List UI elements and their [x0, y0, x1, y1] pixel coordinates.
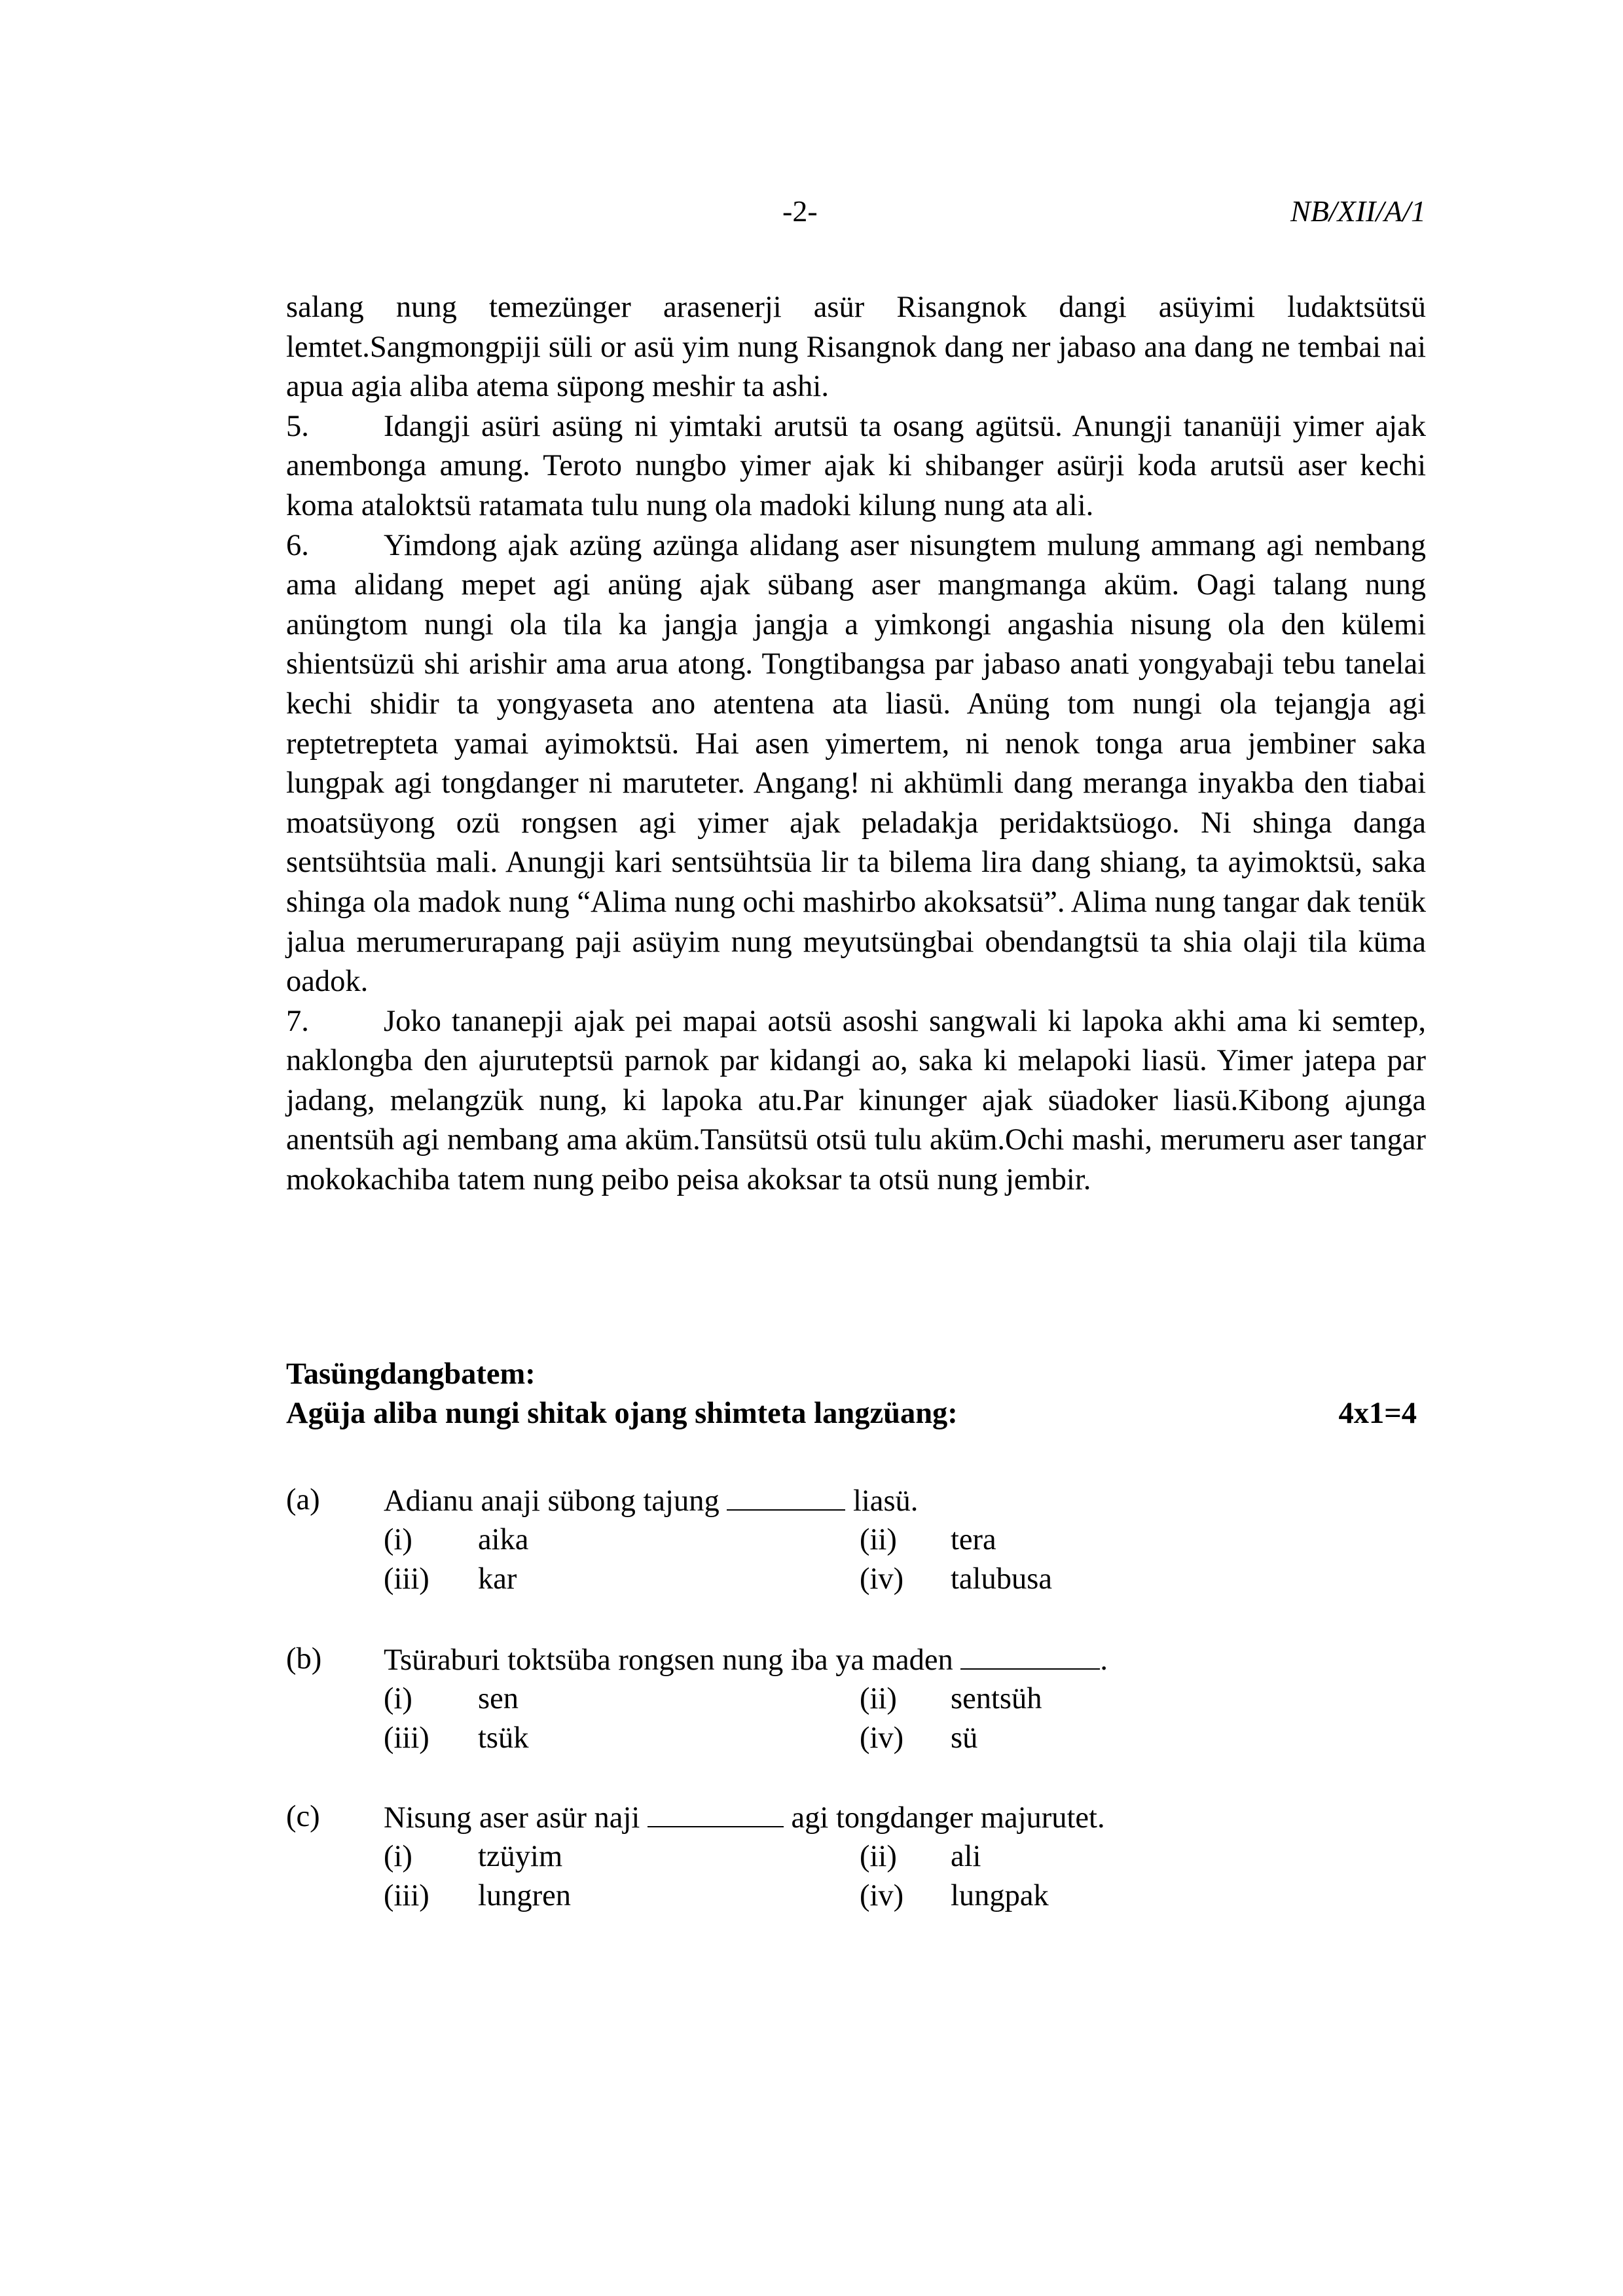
paragraph-7 — [286, 1002, 1426, 1200]
question-text-before: Tsüraburi toktsüba rongsen nung iba ya maden — [384, 1643, 953, 1677]
passage — [286, 288, 1426, 1200]
options-row — [286, 1520, 1426, 1560]
option-number: (iv) — [860, 1562, 904, 1596]
question-letter: (a) — [286, 1483, 320, 1516]
option-number: (ii) — [860, 1522, 897, 1556]
option-text: sentsüh — [951, 1681, 1042, 1715]
option-number: (i) — [384, 1681, 412, 1715]
option-text: tzüyim — [478, 1839, 563, 1873]
option-number: (i) — [384, 1522, 412, 1556]
question-text-after: . — [1100, 1643, 1108, 1677]
paragraph-text: Idangji asüri asüng ni yimtaki arutsü ta osang agütsü. Anungji tananüji yimer ajak anembonga amung. Teroto nungbo yimer ajak ki shibanger asürji koda arutsü aser kechi koma ataloktsü ratamata tulu nung ola madoki kilung nung ata ali. — [286, 409, 1426, 522]
option-number: (i) — [384, 1839, 412, 1873]
exercise-marks: 4x1=4 — [1338, 1397, 1417, 1430]
paragraph-number: 5. — [286, 409, 309, 443]
paragraph-text: Yimdong ajak azüng azünga alidang aser nisungtem mulung ammang agi nembang ama alidang mepet agi anüng ajak sübang aser mangmanga aküm. Oagi talang nung anüngtom nungi ola tila ka jangja jangja a yimkongi angashia nisung ola den külemi shientsüzü shi arishir ama arua atong. Tongtibangsa par jabaso anati yongyabaji tebu tanelai kechi shidir ta yongyaseta ano atentena ata liasü. Anüng tom nungi ola tejangja agi reptetreptetа yamai ayimoktsü. Hai asen yimertem, ni nenok tonga arua jembiner saka lungpak agi tongdanger ni maruteter. Angang! ni akhümli dang meranga inyakba den tiabai moatsüyong ozü rongsen agi yimer ajak peladakja peridaktsüogo. Ni shinga danga sentsühtsüa mali. Anungji kari sentsühtsüa lir ta bilema lira dang shiang, ta ayimoktsü, saka shinga ola madok nung “Alima nung ochi mashirbo akoksatsü”. Alima nung tangar dak tenük jalua merumerurapang paji asüyim nung meyutsüngbai obendangtsü ta shia olaji tila küma oadok. — [286, 528, 1426, 999]
question-letter: (b) — [286, 1642, 322, 1676]
option-text: aika — [478, 1522, 529, 1556]
answer-blank — [727, 1480, 845, 1511]
page-header — [0, 194, 1623, 236]
page-number: -2- — [782, 194, 818, 228]
question-letter: (c) — [286, 1800, 320, 1833]
exercise-instruction-row — [286, 1394, 1426, 1433]
option-number: (ii) — [860, 1839, 897, 1873]
paragraph-number: 6. — [286, 528, 309, 562]
document-code: NB/XII/A/1 — [1290, 194, 1426, 228]
options-row — [286, 1837, 1426, 1877]
passage-intro: salang nung temezünger arasenerji asür Risangnok dangi asüyimi ludaktsütsü lemtet.Sangmongpiji süli or asü yim nung Risangnok dang ner jabaso ana dang ne tembai nai apua agia aliba atema süpong meshir ta ashi. — [286, 291, 1426, 404]
option-number: (ii) — [860, 1681, 897, 1715]
question-c — [286, 1797, 1426, 1916]
answer-blank — [647, 1797, 784, 1827]
option-number: (iii) — [384, 1562, 429, 1596]
option-text: tsük — [478, 1721, 529, 1755]
question-b — [286, 1640, 1426, 1759]
question-text-after: agi tongdanger majurutet. — [791, 1801, 1105, 1835]
option-number: (iii) — [384, 1721, 429, 1755]
option-text: ali — [951, 1839, 981, 1873]
option-number: (iv) — [860, 1879, 904, 1912]
question-text — [384, 1480, 918, 1522]
paragraph-5 — [286, 407, 1426, 526]
exercise-header — [286, 1355, 1426, 1433]
option-text: sü — [951, 1721, 978, 1755]
option-text: kar — [478, 1562, 517, 1596]
paragraph-text: Joko tananepji ajak pei mapai aotsü asoshi sangwali ki lapoka akhi ama ki semtep, naklongba den ajuruteptsü parnok par kidangi ao, saka ki melapoki liasü. Yimer jatepa par jadang, melangzük nung, ki lapoka atu.Par kinunger ajak süadoker liasü.Kibong ajunga anentsüh agi nembang ama aküm.Tansütsü otsü tulu aküm.Ochi mashi, merumeru aser tangar mokokachiba tatem nung peibo peisa akoksar ta otsü nung jembir. — [286, 1004, 1426, 1197]
option-number: (iv) — [860, 1721, 904, 1755]
paragraph-6 — [286, 526, 1426, 1002]
exercise-title: Tasüngdangbatem: — [286, 1357, 536, 1391]
option-text: lungren — [478, 1879, 572, 1912]
options-row — [286, 1876, 1426, 1916]
paragraph-number: 7. — [286, 1004, 309, 1038]
option-text: tera — [951, 1522, 996, 1556]
question-text-before: Adianu anaji sübong tajung — [384, 1484, 720, 1518]
options-row — [286, 1679, 1426, 1719]
option-text: sen — [478, 1681, 519, 1715]
exercise-instruction: Agüja aliba nungi shitak ojang shimteta langzüang: — [286, 1397, 958, 1430]
question-text — [384, 1797, 1105, 1839]
question-text-before: Nisung aser asür naji — [384, 1801, 640, 1835]
question-a — [286, 1480, 1426, 1600]
options-row — [286, 1560, 1426, 1600]
question-text-after: liasü. — [852, 1484, 919, 1518]
answer-blank — [960, 1640, 1100, 1670]
option-number: (iii) — [384, 1879, 429, 1912]
question-text — [384, 1640, 1108, 1681]
option-text: talubusa — [951, 1562, 1052, 1596]
option-text: lungpak — [951, 1879, 1049, 1912]
options-row — [286, 1719, 1426, 1759]
